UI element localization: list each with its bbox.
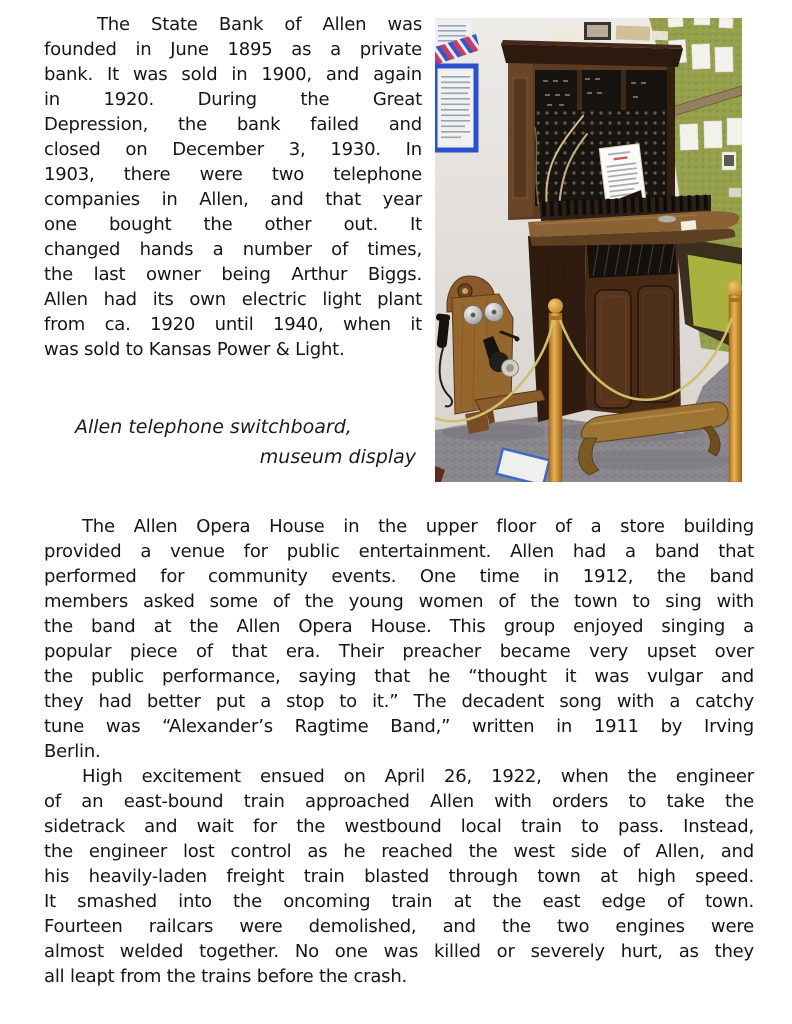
text-line: in 1920. During the Great: [44, 89, 422, 110]
photo-caption: [75, 412, 416, 472]
text-line: Depression, the bank failed and: [44, 114, 422, 135]
museum-photo: [435, 18, 742, 482]
glass-dish: [658, 216, 676, 223]
text-line: bank. It was sold in 1900, and again: [44, 64, 422, 85]
caption-line: Allen telephone switchboard,: [75, 416, 352, 438]
caption-line: museum display: [259, 446, 416, 468]
text-line: Allen had its own electric light plant: [44, 289, 422, 310]
stanchion-finial: [548, 299, 563, 314]
text-line: changed hands a number of times,: [44, 239, 422, 260]
text-line: Berlin.: [44, 741, 101, 762]
text-line: the public performance, saying that he “thought it was vulgar and: [44, 666, 754, 687]
text-line: It smashed into the oncoming train at the east edge of town.: [44, 891, 754, 912]
intro-paragraph: [44, 12, 422, 362]
text-line: 1903, there were two telephone: [44, 164, 422, 185]
text-line: companies in Allen, and that year: [44, 189, 422, 210]
stanchion-finial: [728, 281, 743, 296]
text-line: High excitement ensued on April 26, 1922, when the engineer: [82, 766, 754, 787]
body-text: [44, 514, 754, 989]
text-line: they had better put a stop to it.” The decadent song with a catchy: [44, 691, 754, 712]
text-line: was sold to Kansas Power & Light.: [44, 339, 345, 360]
desk-card: [681, 220, 697, 231]
text-line: from ca. 1920 until 1940, when it: [44, 314, 422, 335]
text-line: performed for community events. One time in 1912, the band: [44, 566, 754, 587]
text-line: The State Bank of Allen was: [97, 14, 422, 35]
paragraph-train-wreck: [44, 764, 754, 989]
text-line: almost welded together. No one was killed or severely hurt, as they: [44, 941, 754, 962]
text-line: of an east-bound train approached Allen with orders to take the: [44, 791, 754, 812]
text-line: provided a venue for public entertainment. Allen had a band that: [44, 541, 754, 562]
text-line: the band at the Allen Opera House. This group enjoyed singing a: [44, 616, 754, 637]
text-line: sidetrack and wait for the westbound local train to pass. Instead,: [44, 816, 754, 837]
text-line: the engineer lost control as he reached the west side of Allen, and: [44, 841, 754, 862]
text-line: members asked some of the young women of the town to sing with: [44, 591, 754, 612]
text-line: tune was “Alexander’s Ragtime Band,” written in 1911 by Irving: [44, 716, 754, 737]
text-line: his heavily-laden freight train blasted through town at high speed.: [44, 866, 754, 887]
text-line: one bought the other out. It: [44, 214, 422, 235]
text-line: Fourteen railcars were demolished, and the two engines were: [44, 916, 754, 937]
text-line: closed on December 3, 1930. In: [44, 139, 422, 160]
text-line: The Allen Opera House in the upper floor of a store building: [82, 516, 754, 537]
text-line: the last owner being Arthur Biggs.: [44, 264, 422, 285]
text-line: founded in June 1895 as a private: [44, 39, 422, 60]
text-line: all leapt from the trains before the crash.: [44, 966, 408, 987]
stanchion-post: [549, 313, 562, 482]
paragraph-opera-house: [44, 514, 754, 764]
text-line: popular piece of that era. Their preacher became very upset over: [44, 641, 754, 662]
wall-poster: [435, 20, 480, 150]
